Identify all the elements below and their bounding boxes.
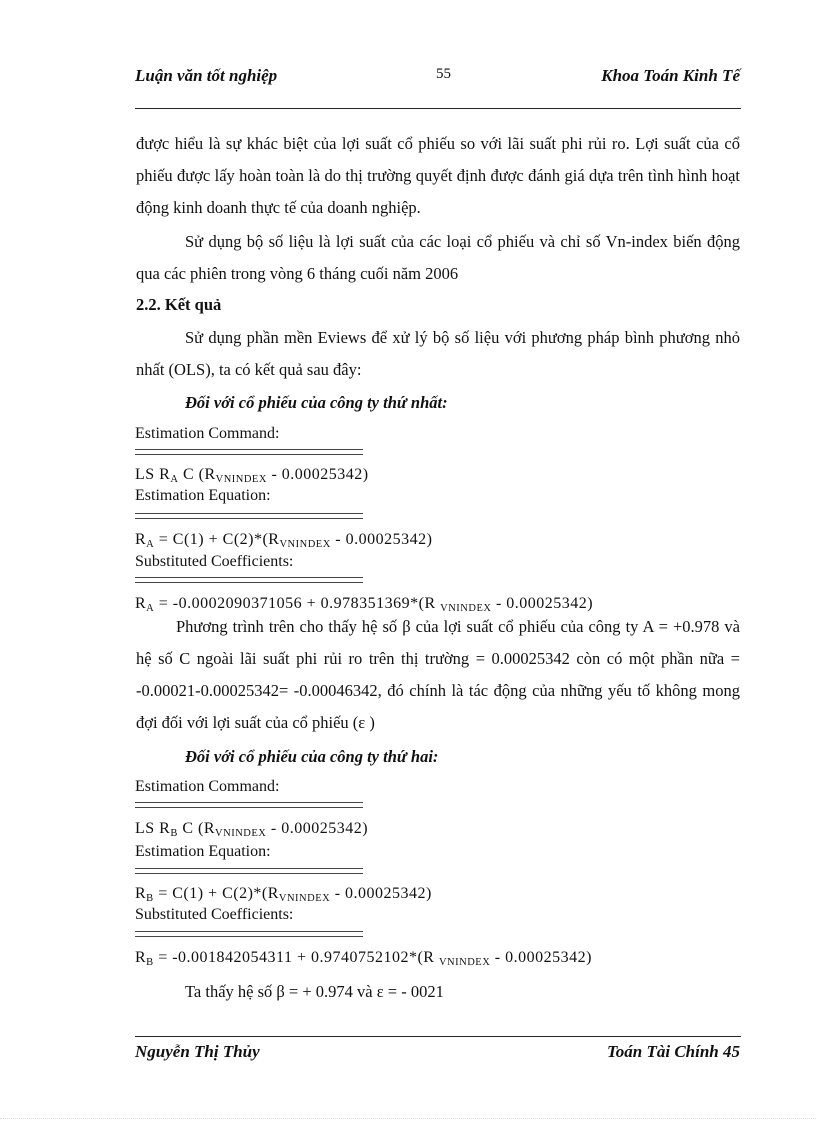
stock-b-conclusion: Ta thấy hệ số β = + 0.974 và ε = - 0021 — [185, 982, 444, 1001]
stock-b-command: LS $R_B$ C $(R_{VNINDEX} - 0.00025342)$ — [135, 820, 369, 839]
paragraph-method: Sử dụng phần mền Eviews để xử lý bộ số liệu với phương pháp bình phương nhỏ nhất (OLS), ta có kết quả sau đây: — [136, 328, 740, 379]
stock-a-substituted: $R_A = -0.0002090371056 + 0.978351369*(R$ $_{VNINDEX}$ - 0.00025342) — [135, 595, 594, 614]
stock-b-substituted: $R_B = -0.001842054311 + 0.9740752102*(R$ $_{VNINDEX}$ - 0.00025342) — [135, 949, 592, 968]
header-right-title: Khoa Toán Kinh Tế — [601, 66, 740, 85]
stock-a-substituted-label: Substituted Coefficients: — [135, 553, 294, 570]
footer-author: Nguyễn Thị Thủy — [135, 1042, 260, 1061]
stock-b-command-label: Estimation Command: — [135, 778, 280, 795]
stock-a-command-label: Estimation Command: — [135, 425, 280, 442]
stock-b-equation: $R_B = C(1) + C(2)*(R_{VNINDEX} - 0.00025342)$ — [135, 885, 432, 904]
footer-rule — [135, 1036, 741, 1037]
stock-a-command: LS $R_A$ C $(R_{VNINDEX} - 0.00025342)$ — [135, 466, 369, 485]
stock-a-interpretation: Phương trình trên cho thấy hệ số β của lợi suất cổ phiếu của công ty A = +0.978 và hệ số C ngoài lãi suất phi rủi ro trên thị trường = 0.00025342 còn có một phần nữa = -0.00021-0.00025342= -0.00046342, đó chính là tác động của những yếu tố không mong đợi đối với lợi suất của cổ phiếu (ε ) — [136, 617, 740, 732]
stock-b-heading: Đối với cổ phiếu của công ty thứ hai: — [185, 747, 439, 766]
paragraph-intro: được hiểu là sự khác biệt của lợi suất cổ phiếu so với lãi suất phi rủi ro. Lợi suất của cổ phiếu được lấy hoàn toàn là do thị trường quyết định được đánh giá dựa trên tình hình hoạt động kinh doanh thực tế của doanh nghiệp. — [136, 134, 740, 217]
separator — [135, 931, 363, 937]
stock-a-equation-label: Estimation Equation: — [135, 487, 271, 504]
separator — [135, 513, 363, 519]
section-heading: 2.2. Kết quả — [136, 295, 222, 314]
header-rule — [135, 108, 741, 109]
stock-a-equation: $R_A = C(1) + C(2)*(R_{VNINDEX} - 0.00025342)$ — [135, 531, 433, 550]
stock-b-substituted-label: Substituted Coefficients: — [135, 906, 294, 923]
separator — [135, 449, 363, 455]
page-edge — [0, 1118, 816, 1119]
separator — [135, 802, 363, 808]
paragraph-dataset: Sử dụng bộ số liệu là lợi suất của các loại cổ phiếu và chỉ số Vn-index biến động qua các phiên trong vòng 6 tháng cuối năm 2006 — [136, 232, 740, 283]
separator — [135, 868, 363, 874]
footer-course: Toán Tài Chính 45 — [606, 1042, 740, 1061]
page-number: 55 — [436, 66, 451, 82]
stock-a-heading: Đối với cổ phiếu của công ty thứ nhất: — [185, 393, 448, 412]
stock-b-equation-label: Estimation Equation: — [135, 843, 271, 860]
separator — [135, 577, 363, 583]
header-left-title: Luận văn tốt nghiệp — [135, 66, 278, 85]
